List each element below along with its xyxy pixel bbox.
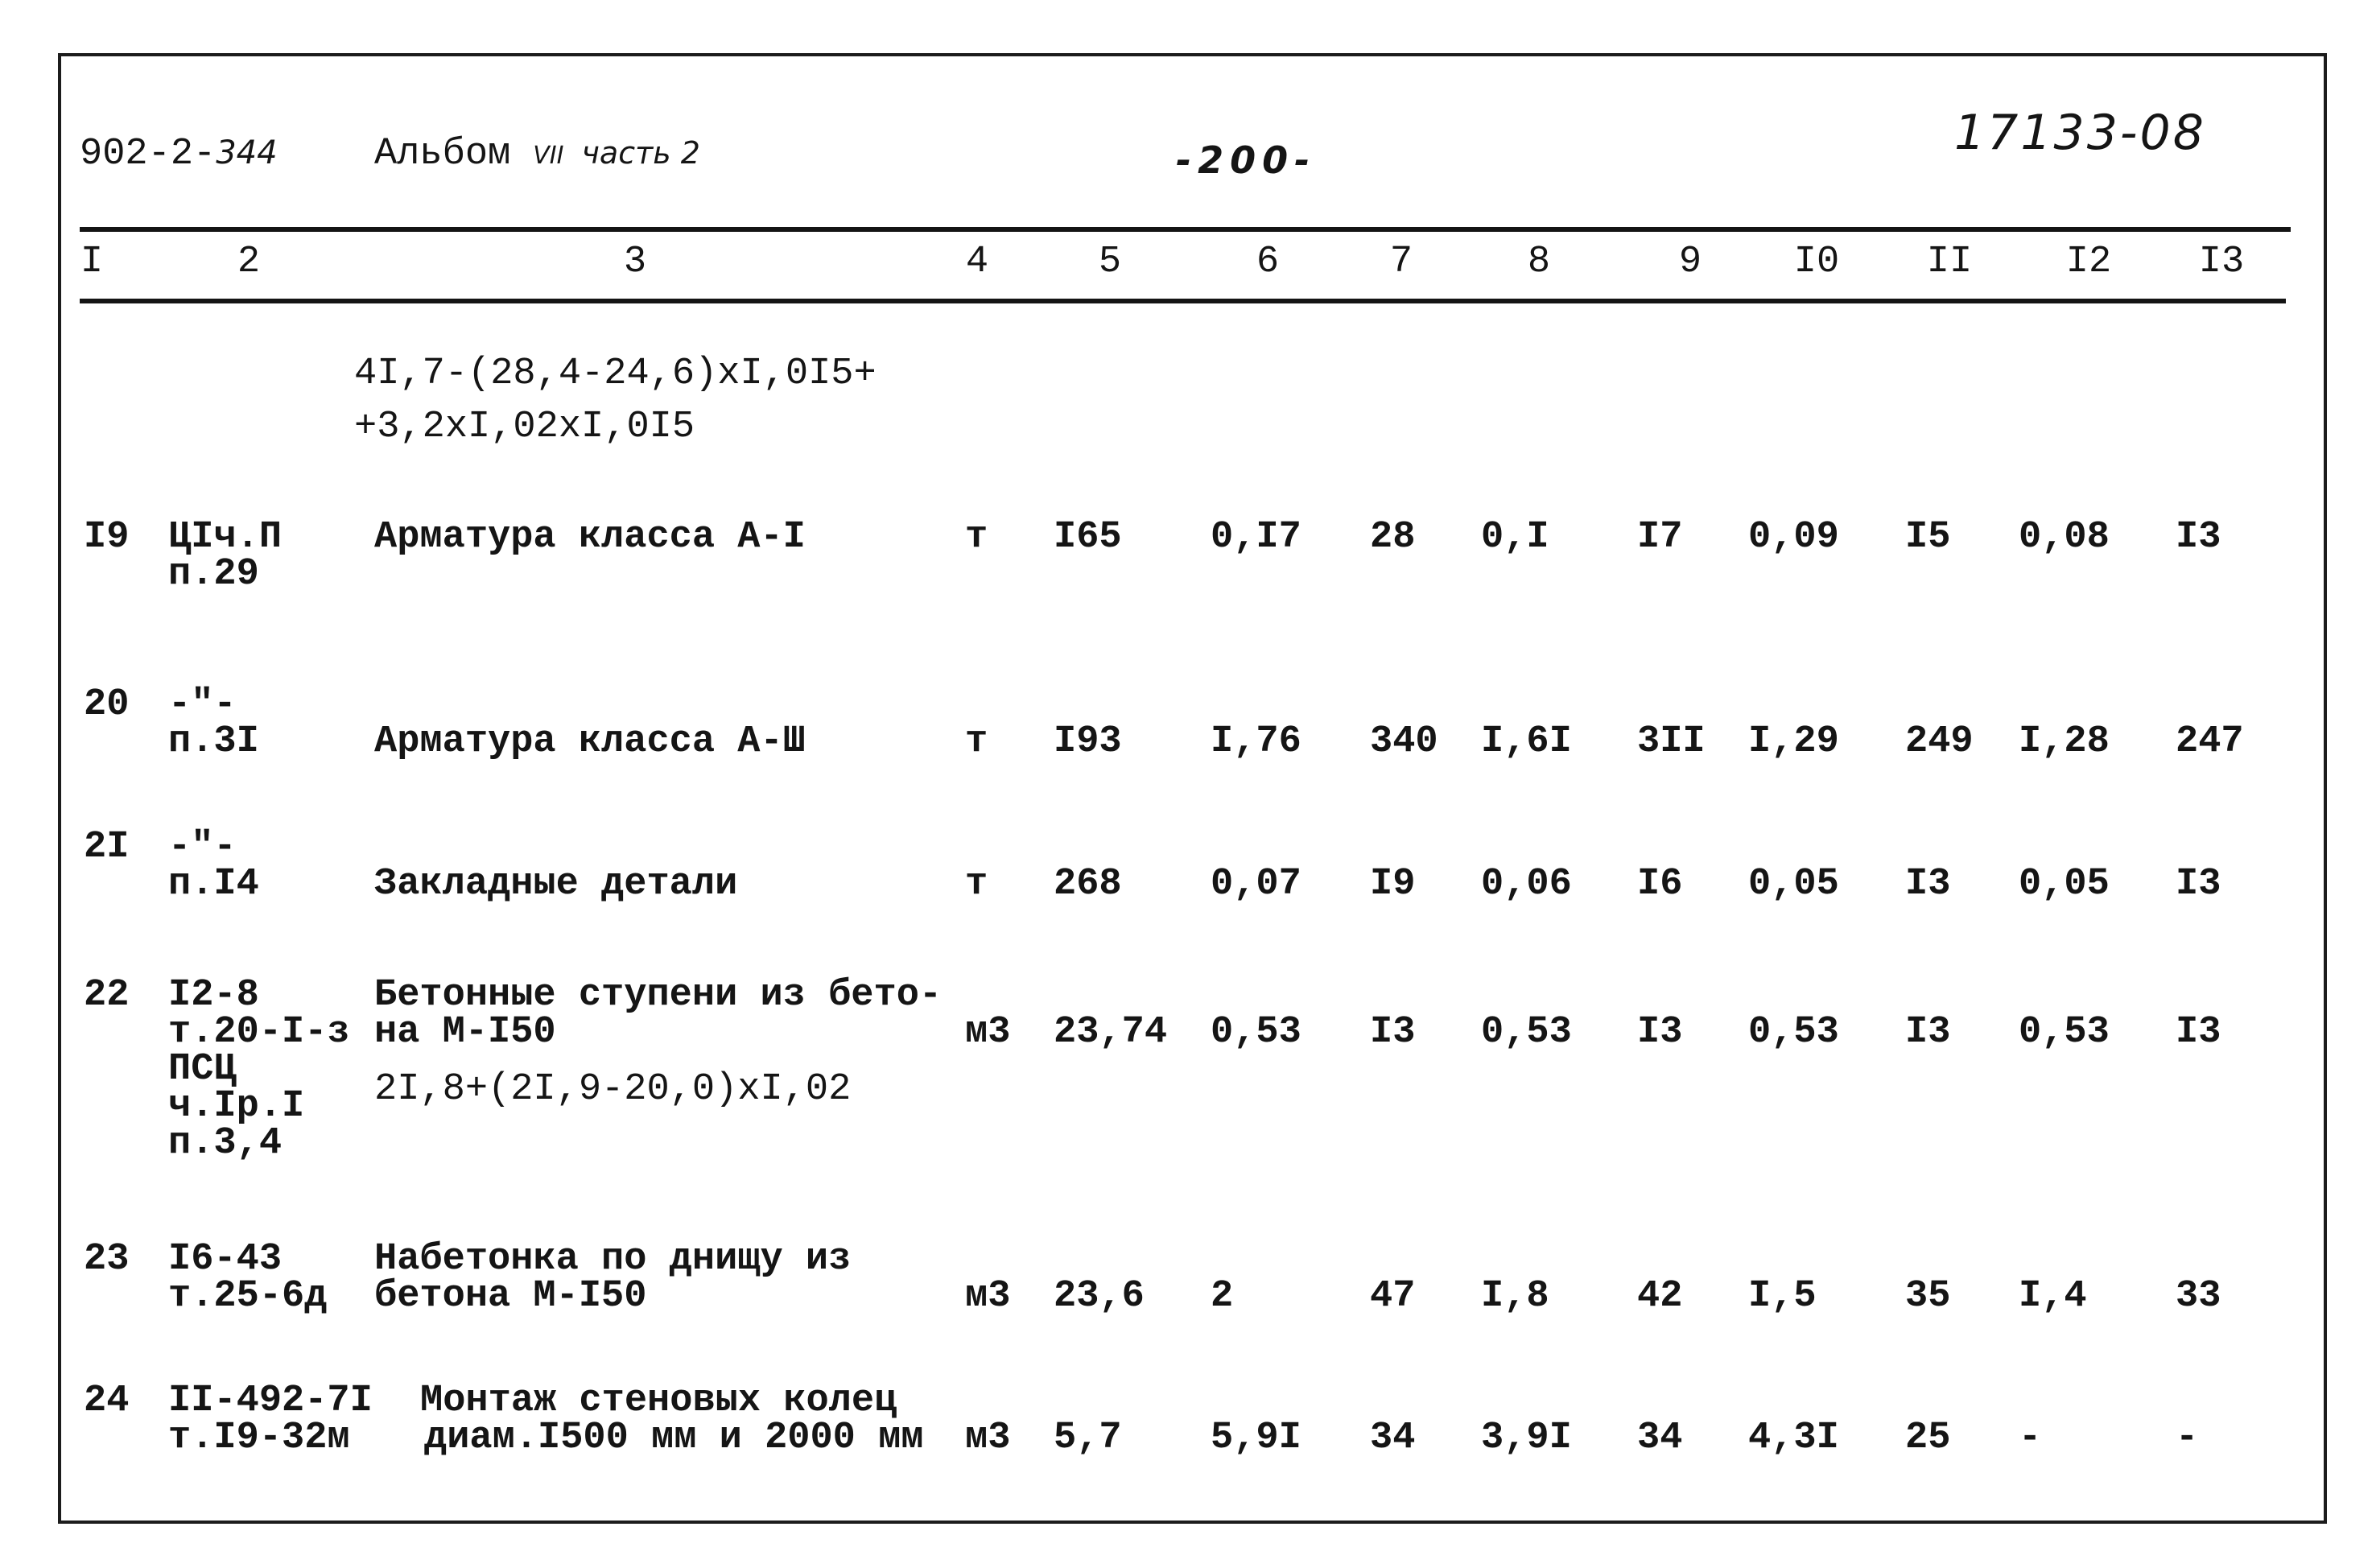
reference-line: -"- <box>168 826 237 869</box>
value-col-5: 5,7 <box>1054 1417 1122 1459</box>
reference-line: ПСЦ <box>168 1048 237 1091</box>
value-col-12: I,4 <box>2019 1275 2087 1318</box>
unit-cell: т <box>965 720 988 763</box>
album-word: Альбом <box>374 133 511 175</box>
row-number: 22 <box>84 974 130 1017</box>
value-col-10: 0,09 <box>1748 516 1839 559</box>
column-number-4: 4 <box>965 241 989 283</box>
column-number-6: 6 <box>1256 241 1280 283</box>
reference-line: т.25-6д <box>168 1275 328 1318</box>
reference-line: ЦIч.П <box>168 516 283 559</box>
value-col-6: I,76 <box>1211 720 1301 763</box>
column-number-11: II <box>1926 241 1973 283</box>
reference-line: I2-8 <box>168 974 259 1017</box>
project-code-handwritten: 344 <box>216 134 278 171</box>
value-col-9: I3 <box>1637 1011 1683 1054</box>
column-number-9: 9 <box>1678 241 1702 283</box>
unit-cell: т <box>965 516 988 559</box>
value-col-13: - <box>2176 1417 2199 1459</box>
value-col-5: I93 <box>1054 720 1122 763</box>
value-col-13: I3 <box>2176 1011 2221 1054</box>
work-description <box>374 863 738 906</box>
value-col-6: 2 <box>1211 1275 1234 1318</box>
column-number-1: I <box>80 241 104 283</box>
reference-line: п.I4 <box>168 863 259 906</box>
continuation-formula-line: 4I,7-(28,4-24,6)xI,0I5+ <box>354 353 877 395</box>
reference-cell <box>168 1238 328 1318</box>
description-line: Набетонка по днищу из <box>374 1238 852 1281</box>
value-col-6: 0,07 <box>1211 863 1301 906</box>
column-number-8: 8 <box>1527 241 1551 283</box>
reference-line: т.20-I-з <box>168 1011 350 1054</box>
value-col-10: 4,3I <box>1748 1417 1839 1459</box>
value-col-11: I3 <box>1905 863 1951 906</box>
value-col-6: 0,53 <box>1211 1011 1301 1054</box>
value-col-9: 34 <box>1637 1417 1683 1459</box>
reference-line: т.I9-32м <box>168 1417 350 1459</box>
unit-cell: м3 <box>965 1275 1011 1318</box>
column-number-12: I2 <box>2065 241 2112 283</box>
value-col-10: 0,53 <box>1748 1011 1839 1054</box>
reference-cell <box>168 516 283 596</box>
sheet-code: 17133-08 <box>1954 105 2206 161</box>
value-col-13: 247 <box>2176 720 2244 763</box>
description-line: Монтаж стеновых колец <box>420 1380 897 1422</box>
column-number-2: 2 <box>237 241 261 283</box>
row-number: I9 <box>84 516 130 559</box>
value-col-8: 0,53 <box>1481 1011 1572 1054</box>
value-col-13: I3 <box>2176 863 2221 906</box>
description-line: диам.I500 мм и 2000 мм <box>424 1417 924 1459</box>
continuation-formula-line: +3,2xI,02xI,0I5 <box>354 406 695 448</box>
album-label <box>374 134 700 175</box>
reference-line: -"- <box>168 683 237 726</box>
description-line: Закладные детали <box>374 863 738 906</box>
value-col-10: I,5 <box>1748 1275 1817 1318</box>
description-line: на М-I50 <box>374 1011 556 1054</box>
reference-cell <box>168 683 259 763</box>
reference-line: II-492-7I <box>168 1380 373 1422</box>
work-description <box>374 720 806 763</box>
value-col-8: 0,I <box>1481 516 1549 559</box>
description-line: бетона М-I50 <box>374 1275 647 1318</box>
value-col-9: I7 <box>1637 516 1683 559</box>
row-number: 24 <box>84 1380 130 1422</box>
value-col-7: 340 <box>1370 720 1438 763</box>
row-number: 23 <box>84 1238 130 1281</box>
reference-cell <box>168 826 259 906</box>
value-col-11: 25 <box>1905 1417 1951 1459</box>
row-number: 2I <box>84 826 130 869</box>
unit-cell: т <box>965 863 988 906</box>
page-number: -200- <box>1176 138 1317 182</box>
value-col-8: 3,9I <box>1481 1417 1572 1459</box>
value-col-13: 33 <box>2176 1275 2221 1318</box>
value-col-13: I3 <box>2176 516 2221 559</box>
value-col-9: I6 <box>1637 863 1683 906</box>
value-col-5: 23,6 <box>1054 1275 1145 1318</box>
value-col-12: I,28 <box>2019 720 2110 763</box>
value-col-8: I,6I <box>1481 720 1572 763</box>
row-number: 20 <box>84 683 130 726</box>
value-col-5: 268 <box>1054 863 1122 906</box>
volume-formula: 2I,8+(2I,9-20,0)xI,02 <box>374 1068 852 1111</box>
value-col-9: 3II <box>1637 720 1706 763</box>
value-col-12: - <box>2019 1417 2042 1459</box>
value-col-8: 0,06 <box>1481 863 1572 906</box>
reference-line: п.29 <box>168 553 259 596</box>
value-col-8: I,8 <box>1481 1275 1549 1318</box>
description-line: Бетонные ступени из бето- <box>374 974 943 1017</box>
value-col-12: 0,08 <box>2019 516 2110 559</box>
value-col-7: 28 <box>1370 516 1416 559</box>
value-col-7: I9 <box>1370 863 1416 906</box>
work-description <box>374 974 943 1111</box>
description-line: Арматура класса А-Ш <box>374 720 806 763</box>
value-col-7: I3 <box>1370 1011 1416 1054</box>
unit-cell: м3 <box>965 1417 1011 1459</box>
value-col-12: 0,05 <box>2019 863 2110 906</box>
work-description <box>420 1380 924 1459</box>
value-col-9: 42 <box>1637 1275 1683 1318</box>
project-code-typed: 902-2- <box>80 133 217 175</box>
reference-line: п.3I <box>168 720 259 763</box>
header-rule-bottom <box>80 299 2286 303</box>
header-rule-top <box>80 227 2291 232</box>
column-number-13: I3 <box>2198 241 2245 283</box>
project-code <box>80 134 278 173</box>
reference-line: ч.Iр.I <box>168 1085 305 1128</box>
value-col-7: 47 <box>1370 1275 1416 1318</box>
value-col-11: 35 <box>1905 1275 1951 1318</box>
value-col-5: 23,74 <box>1054 1011 1168 1054</box>
value-col-6: 0,I7 <box>1211 516 1301 559</box>
column-number-10: I0 <box>1793 241 1840 283</box>
album-number: VII <box>533 142 564 170</box>
value-col-11: I3 <box>1905 1011 1951 1054</box>
value-col-10: I,29 <box>1748 720 1839 763</box>
reference-line: п.3,4 <box>168 1122 283 1165</box>
reference-cell <box>168 1380 373 1459</box>
value-col-7: 34 <box>1370 1417 1416 1459</box>
value-col-10: 0,05 <box>1748 863 1839 906</box>
work-description <box>374 516 806 559</box>
value-col-12: 0,53 <box>2019 1011 2110 1054</box>
column-number-5: 5 <box>1098 241 1122 283</box>
column-number-3: 3 <box>623 241 647 283</box>
work-description <box>374 1238 852 1318</box>
value-col-11: I5 <box>1905 516 1951 559</box>
value-col-6: 5,9I <box>1211 1417 1301 1459</box>
value-col-5: I65 <box>1054 516 1122 559</box>
column-number-7: 7 <box>1389 241 1413 283</box>
album-part: часть 2 <box>581 135 700 171</box>
reference-line: I6-43 <box>168 1238 283 1281</box>
unit-cell: м3 <box>965 1011 1011 1054</box>
description-line: Арматура класса А-I <box>374 516 806 559</box>
reference-cell <box>168 974 350 1165</box>
value-col-11: 249 <box>1905 720 1974 763</box>
